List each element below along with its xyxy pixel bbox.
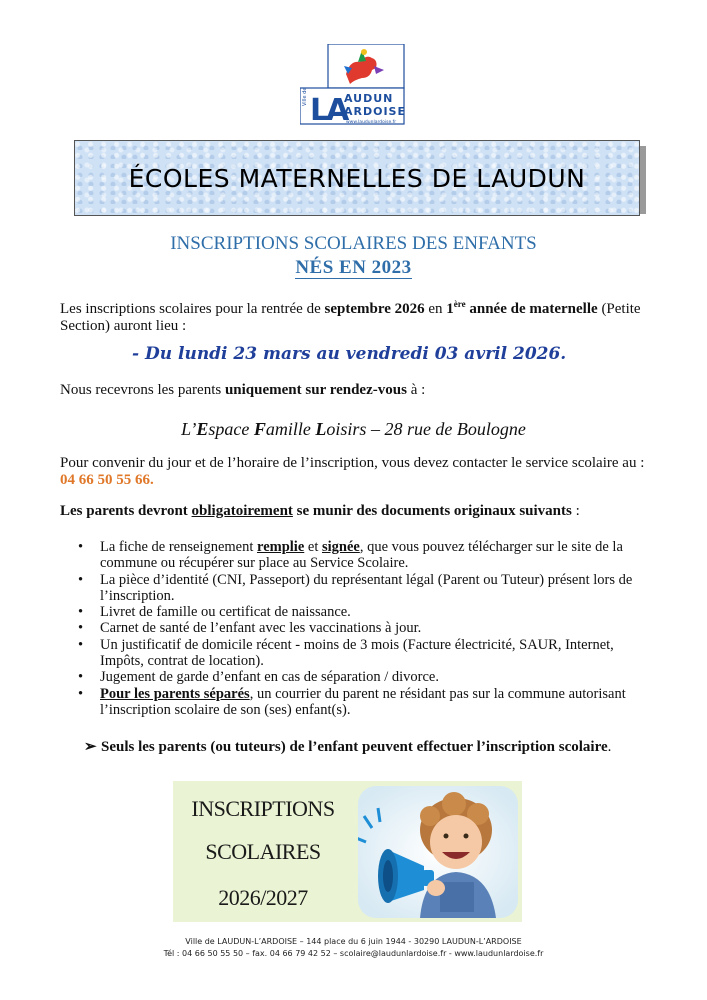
footer-address: Ville de LAUDUN-L’ARDOISE – 144 place du 6 juin 1944 - 30290 LAUDUN-L’ARDOISE xyxy=(185,937,522,946)
inscriptions-banner xyxy=(173,781,522,922)
appointment-paragraph: Nous recevrons les parents uniquement sur rendez-vous à : xyxy=(60,382,426,398)
list-item: • La pièce d’identité (CNI, Passeport) du représentant légal (Parent ou Tuteur) présent lors de l’inscription. xyxy=(60,572,660,605)
title-box xyxy=(74,140,640,216)
phone-number: 04 66 50 55 66. xyxy=(60,472,154,488)
list-item: • Un justificatif de domicile récent - moins de 3 mois (Facture électricité, SAUR, Internet, Impôts, contrat de location). xyxy=(60,637,660,670)
logo-ville-de: Ville de xyxy=(302,87,308,106)
subtitle-inscriptions: INSCRIPTIONS SCOLAIRES DES ENFANTS xyxy=(170,233,537,254)
logo-laudun: AUDUN xyxy=(344,92,394,105)
footer-contact: Tél : 04 66 50 55 50 – fax. 04 66 79 42 52 – scolaire@laudunlardoise.fr - www.laudunlardoise.fr xyxy=(163,949,544,958)
registration-dates: - Du lundi 23 mars au vendredi 03 avril 2026. xyxy=(132,344,567,364)
intro-paragraph: Les inscriptions scolaires pour la rentrée de septembre 2026 en 1ère année de maternelle (Petite Section) auront lieu : xyxy=(60,299,641,334)
list-item: • Livret de famille ou certificat de naissance. xyxy=(60,604,660,620)
subtitle-year: NÉS EN 2023 xyxy=(295,257,412,278)
child-megaphone-illustration xyxy=(358,786,518,918)
parents-note: ➢ Seuls les parents (ou tuteurs) de l’enfant peuvent effectuer l’inscription scolaire. xyxy=(84,739,612,755)
contact-paragraph: Pour convenir du jour et de l’horaire de l’inscription, vous devez contacter le service scolaire au : 04 66 50 55 66. xyxy=(60,455,645,488)
banner-line-1: INSCRIPTIONS xyxy=(191,796,335,821)
banner-line-2: SCOLAIRES xyxy=(205,839,321,864)
location-line: L’Espace Famille Loisirs – 28 rue de Boulogne xyxy=(181,419,526,439)
laudun-lardoise-logo xyxy=(300,44,406,128)
documents-list xyxy=(60,539,660,718)
list-item: • Pour les parents séparés, un courrier du parent ne résidant pas sur la commune autorisant l’inscription scolaire de son (ses) enfant(s). xyxy=(60,686,660,719)
list-item: • La fiche de renseignement remplie et signée, que vous pouvez télécharger sur le site de la commune ou récupérer sur place au Service Scolaire. xyxy=(60,539,660,572)
list-item: • Carnet de santé de l’enfant avec les vaccinations à jour. xyxy=(60,620,660,636)
documents-intro: Les parents devront obligatoirement se munir des documents originaux suivants : xyxy=(60,503,580,519)
logo-big-letters: LA xyxy=(310,93,347,128)
arrow-bullet-icon: ➢ xyxy=(84,739,97,755)
logo-website: www.laudunlardoise.fr xyxy=(346,120,397,125)
banner-line-3: 2026/2027 xyxy=(218,885,308,910)
logo-lardoise: ARDOISE xyxy=(344,105,406,118)
list-item: • Jugement de garde d’enfant en cas de séparation / divorce. xyxy=(60,669,660,685)
page-title: ÉCOLES MATERNELLES DE LAUDUN xyxy=(128,163,586,193)
